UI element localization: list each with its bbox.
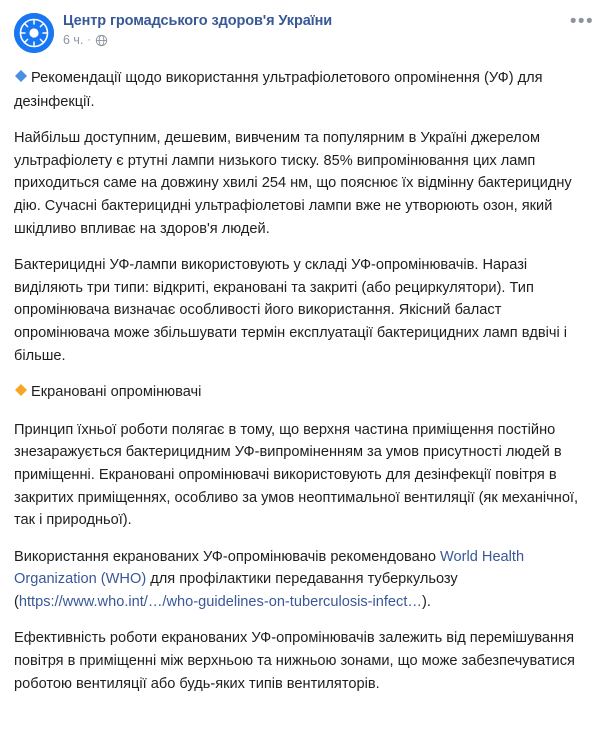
- globe-icon[interactable]: [95, 34, 108, 47]
- post-meta: [63, 33, 594, 47]
- post-paragraph-7: Ефективність роботи екранованих УФ-опромінювачів залежить від перемішування повітря в приміщенні між верхньою та нижньою зонами, що може забезпечуватися роботою вентиляції або будь-яких типів вентиляторів.: [14, 630, 575, 692]
- post-timestamp[interactable]: 6 ч.: [63, 33, 84, 47]
- post-options-button[interactable]: •••: [569, 11, 594, 32]
- paragraph-segment-text: ).: [422, 593, 431, 610]
- post-paragraph-heading-2: [14, 381, 594, 405]
- meta-separator: ·: [87, 34, 92, 46]
- post-body: [14, 59, 594, 695]
- post-paragraph-text: Екрановані опромінювачі: [31, 384, 202, 401]
- post-paragraph-text: Рекомендації щодо використання ультрафіолетового опромінення (УФ) для дезінфекції.: [14, 70, 543, 110]
- who-guidelines-url-link[interactable]: https://www.who.int/…/who-guidelines-on-tuberculosis-infect…: [18, 593, 422, 610]
- paragraph-segment-text: Використання екранованих УФ-опромінювачів рекомендовано: [14, 548, 440, 565]
- avatar[interactable]: [14, 13, 54, 53]
- post-paragraph-6: [14, 546, 594, 614]
- orange-diamond-bullet-icon: [14, 382, 28, 405]
- paragraph-segment-text: для профілактики передавання туберкульозу (: [14, 571, 458, 610]
- who-link[interactable]: World Health Organization (WHO): [14, 548, 525, 588]
- post-paragraph-3: Бактерицидні УФ-лампи використовують у складі УФ-опромінювачів. Наразі виділяють три типи: відкриті, екрановані та закриті (або рециркулятори). Тип опромінювача визначає особливості його використання. Якісний баласт опромінювача може збільшувати термін експлуатації бактерицидних ламп вдвічі і більше.: [14, 257, 567, 364]
- public-health-center-logo-icon: [14, 13, 54, 53]
- post-paragraph-5: Принцип їхньої роботи полягає в тому, що верхня частина приміщення постійно знезаражується бактерицидним УФ-випроміненням за умов присутності людей в приміщенні. Екрановані опромінювачі використовують для дезінфекції повітря в закритих приміщеннях, особливо за умов неоптимальної вентиляції (як механічної, так і природньої).: [14, 421, 579, 529]
- post-paragraph-heading-1: [14, 67, 594, 113]
- post-header: [14, 12, 594, 59]
- header-text: [63, 12, 594, 47]
- page-name[interactable]: Центр громадського здоров'я України: [63, 13, 333, 29]
- blue-diamond-bullet-icon: [14, 68, 28, 91]
- post-paragraph-2: Найбільш доступним, дешевим, вивченим та популярним в Україні джерелом ультрафіолету є ртутні лампи низького тиску. 85% випромінювання цих ламп приходиться саме на довжину хвилі 254 нм, що пояснює їх відмінну бактерицидну дію. Сучасні бактерицидні ультрафіолетові лампи вже не утворюють озон, який шкідливо впливає на здоров'я людей.: [14, 130, 572, 237]
